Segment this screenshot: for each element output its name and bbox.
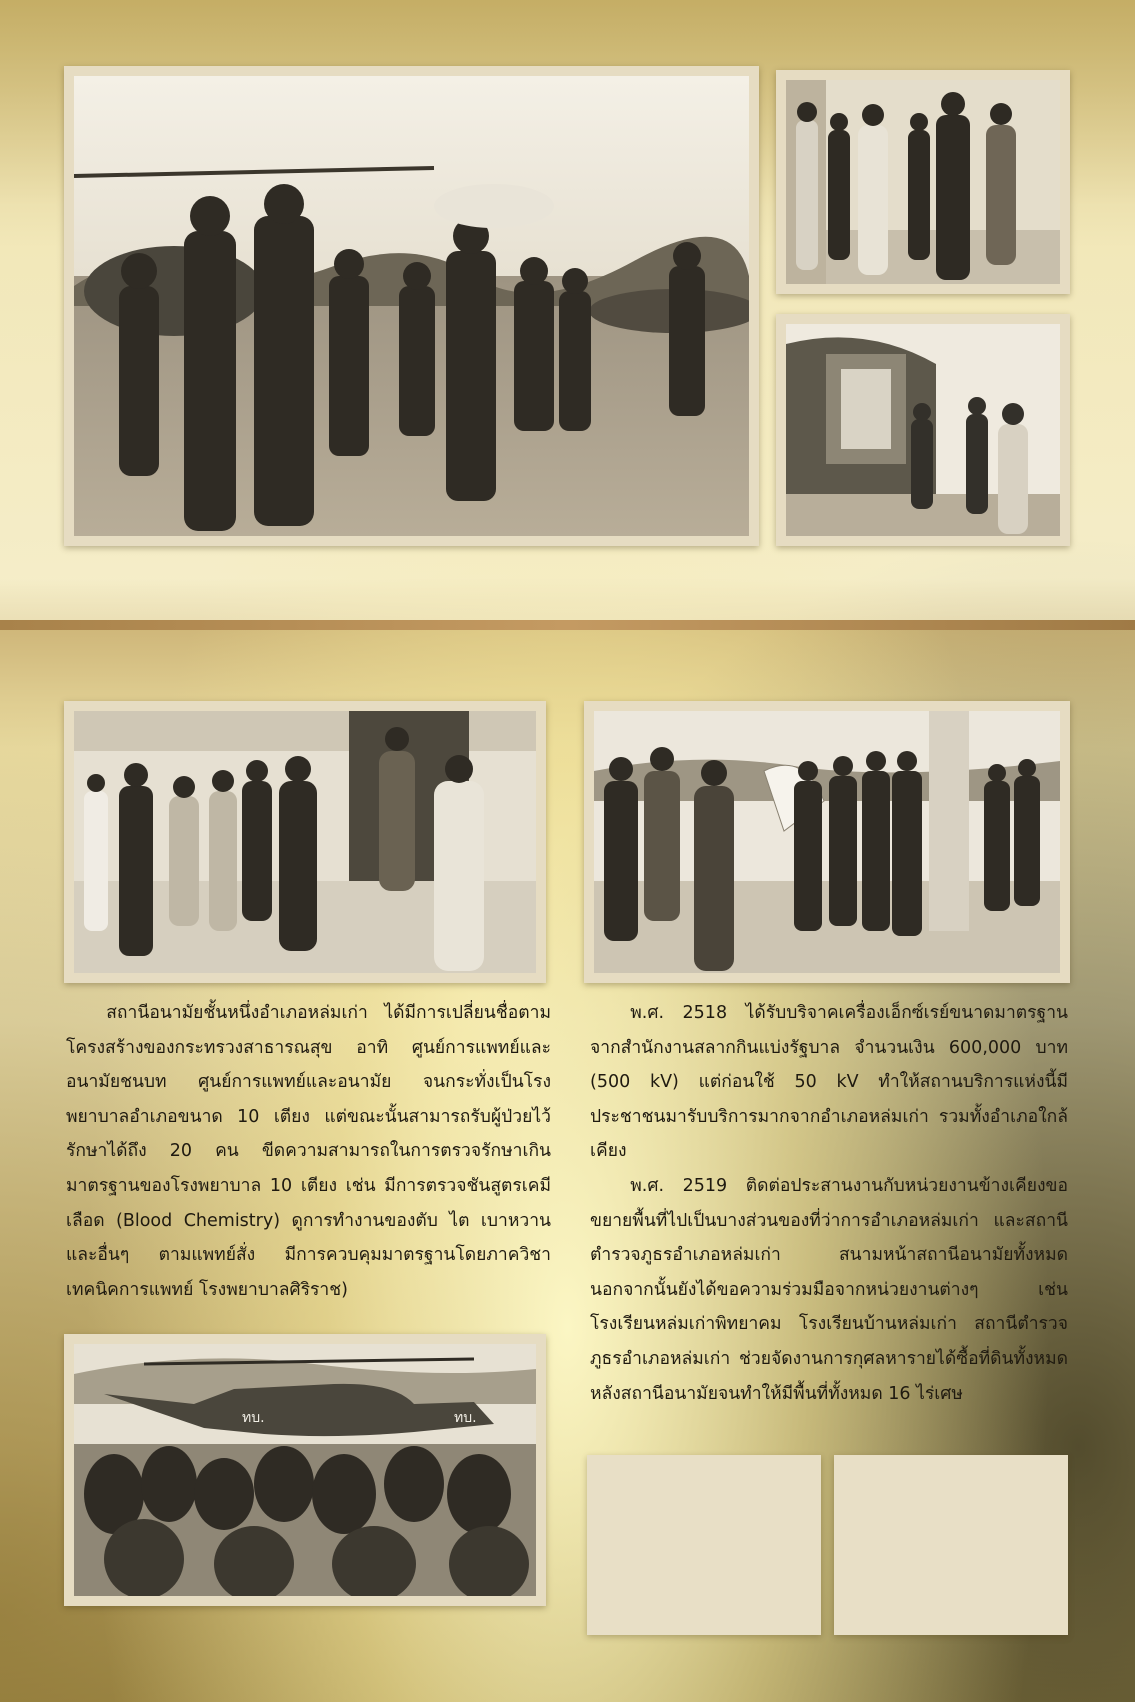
field-seated-group-photo-frame bbox=[64, 1334, 546, 1606]
left-text-block bbox=[66, 996, 551, 1307]
helicopter-door-photo bbox=[786, 324, 1060, 536]
greeting-photo bbox=[786, 80, 1060, 284]
right-paragraph-2: พ.ศ. 2519 ติดต่อประสานงานกับหน่วยงานข้างเคียงขอขยายพื้นที่ไปเป็นบางส่วนของที่ว่าการอำเภอหล่มเก่า และสถานีตำรวจภูธรอำเภอหล่มเก่า สนามหน้าสถานีอนามัยทั้งหมด นอกจากนั้นยังได้ขอความร่วมมือจากหน่วยงานต่างๆ เช่น โรงเรียนหล่มเก่าพิทยาคม โรงเรียนบ้านหล่มเก่า สถานีตำรวจภูธรอำเภอหล่มเก่า ช่วยจัดงานการกุศลหารายได้ซื้อที่ดินทั้งหมดหลังสถานีอนามัยจนทำให้มีพื้นที่ทั้งหมด 16 ไร่เศษ bbox=[590, 1175, 1068, 1404]
field-seated-group-photo bbox=[74, 1344, 536, 1596]
helicopter-marking-right: ทบ. bbox=[454, 1410, 477, 1426]
flag-welcome-photo-frame bbox=[584, 701, 1070, 983]
right-paragraph-1: พ.ศ. 2518 ได้รับบริจาคเครื่องเอ็กซ์เรย์ขนาดมาตรฐานจากสำนักงานสลากกินแบ่งรัฐบาล จำนวนเงิน 600,000 บาท (500 kV) แต่ก่อนใช้ 50 kV ทำให้สถานบริการแห่งนี้มีประชาชนมารับบริการมากจากอำเภอหล่มเก่า รวมทั้งอำเภอใกล้เคียง bbox=[590, 1003, 1068, 1162]
left-paragraph: สถานีอนามัยชั้นหนึ่งอำเภอหล่มเก่า ได้มีการเปลี่ยนชื่อตามโครงสร้างของกระทรวงสาธารณสุข อาทิ ศูนย์การแพทย์และอนามัยชนบท ศูนย์การแพทย์และอนามัย จนกระทั่งเป็นโรงพยาบาลอำเภอขนาด 10 เตียง แต่ขณะนั้นสามารถรับผู้ป่วยไว้รักษาได้ถึง 20 คน ขีดความสามารถในการตรวจรักษาเกินมาตรฐานของโรงพยาบาล 10 เตียง เช่น มีการตรวจชันสูตรเคมีเลือด (Blood Chemistry) ดูการทำงานของตับ ไต เบาหวานและอื่นๆ ตามแพทย์สั่ง มีการควบคุมมาตรฐานโดยภาควิชาเทคนิคการแพทย์ โรงพยาบาลศิริราช) bbox=[66, 1003, 551, 1300]
helicopter-arrival-photo bbox=[74, 76, 749, 536]
empty-photo-placeholder-right bbox=[834, 1455, 1068, 1635]
building-exit-photo bbox=[74, 711, 536, 973]
helicopter-arrival-photo-frame bbox=[64, 66, 759, 546]
building-exit-photo-frame bbox=[64, 701, 546, 983]
empty-photo-placeholder-left bbox=[587, 1455, 821, 1635]
helicopter-door-photo-frame bbox=[776, 314, 1070, 546]
helicopter-marking-left: ทบ. bbox=[242, 1410, 265, 1426]
flag-welcome-photo bbox=[594, 711, 1060, 973]
greeting-photo-frame bbox=[776, 70, 1070, 294]
section-divider bbox=[0, 620, 1135, 630]
right-text-block bbox=[590, 996, 1068, 1411]
